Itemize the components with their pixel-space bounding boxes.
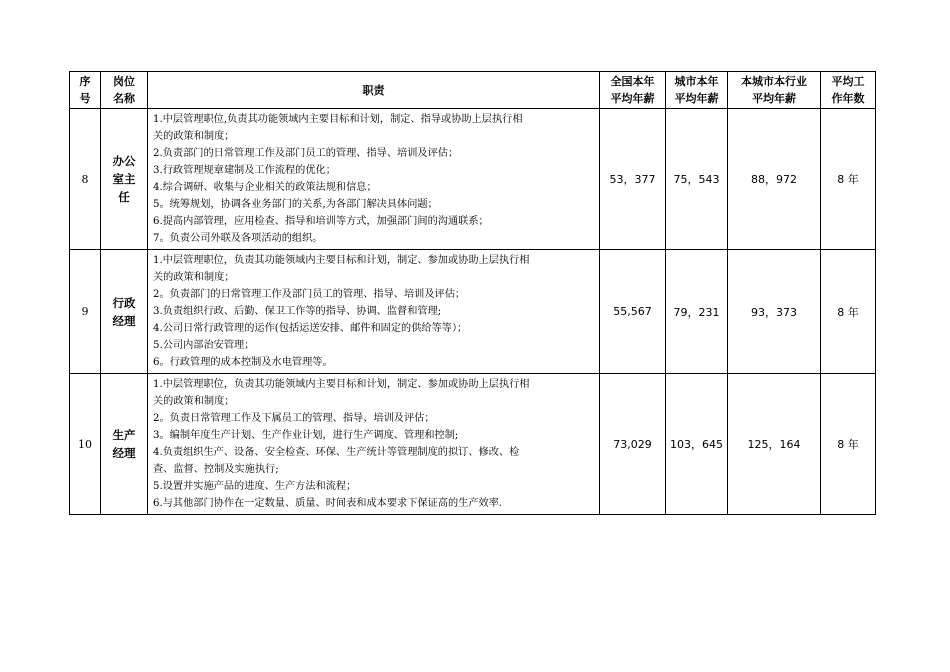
row-national-salary: 55,567 [600, 250, 666, 374]
row-position: 生产 经理 [101, 374, 148, 515]
row-national-salary: 53，377 [600, 109, 666, 250]
duty-line: 6.提高内部管理，应用检查、指导和培训等方式，加强部门间的沟通联系； [153, 216, 489, 227]
duty-line: 4.公司日常行政管理的运作(包括运送安排、邮件和固定的供给等等）； [153, 323, 468, 334]
row-city-salary: 75，543 [666, 109, 728, 250]
duty-line: 5。统筹规划，协调各业务部门的关系,为各部门解决具体问题； [153, 199, 438, 210]
header-duties: 职责 [148, 72, 600, 109]
duty-line: 关的政策和制度； [153, 272, 235, 283]
duty-line: 关的政策和制度； [153, 131, 235, 142]
header-city-salary: 城市本年 平均年薪 [666, 72, 728, 109]
table-row [70, 374, 876, 515]
row-duties [148, 109, 600, 250]
header-city-industry-salary: 本城市本行业 平均年薪 [728, 72, 821, 109]
row-avg-years: 8 年 [821, 109, 876, 250]
row-avg-years: 8 年 [821, 250, 876, 374]
duty-line: 2.负责部门的日常管理工作及部门员工的管理、指导、培训及评估； [153, 148, 459, 159]
row-duties [148, 374, 600, 515]
row-seq: 9 [70, 250, 101, 374]
row-city-industry-salary: 88，972 [728, 109, 821, 250]
row-city-salary: 79，231 [666, 250, 728, 374]
row-position: 办公 室主 任 [101, 109, 148, 250]
salary-table [69, 71, 876, 515]
row-national-salary: 73,029 [600, 374, 666, 515]
header-seq: 序 号 [70, 72, 101, 109]
duty-line: 4.综合调研、收集与企业相关的政策法规和信息； [153, 182, 377, 193]
row-seq: 8 [70, 109, 101, 250]
duty-line: 3。编制年度生产计划、生产作业计划，进行生产调度、管理和控制; [153, 430, 459, 441]
row-position: 行政 经理 [101, 250, 148, 374]
duty-line: 查、监督、控制及实施执行; [153, 464, 279, 475]
header-position: 岗位 名称 [101, 72, 148, 109]
header-avg-years: 平均工 作年数 [821, 72, 876, 109]
row-city-salary: 103，645 [666, 374, 728, 515]
duty-line: 4.负责组织生产、设备、安全检查、环保、生产统计等管理制度的拟订、修改、检 [153, 447, 520, 458]
row-duties [148, 250, 600, 374]
duty-line: 1.中层管理职位，负责其功能领域内主要目标和计划，制定、参加或协助上层执行相 [153, 255, 530, 266]
duty-line: 3.行政管理规章建制及工作流程的优化； [153, 165, 336, 176]
duty-line: 2。负责日常管理工作及下属员工的管理、指导、培训及评估； [153, 413, 435, 424]
duty-line: 6。行政管理的成本控制及水电管理等。 [153, 357, 333, 368]
row-seq: 10 [70, 374, 101, 515]
row-city-industry-salary: 125，164 [728, 374, 821, 515]
duty-line: 5.设置并实施产品的进度、生产方法和流程； [153, 481, 357, 492]
duty-line: 5.公司内部治安管理； [153, 340, 255, 351]
row-city-industry-salary: 93，373 [728, 250, 821, 374]
row-avg-years: 8 年 [821, 374, 876, 515]
duty-line: 7。负责公司外联及各项活动的组织。 [153, 233, 323, 244]
table-row [70, 250, 876, 374]
duty-line: 1.中层管理职位,负责其功能领域内主要目标和计划，制定、指导或协助上层执行相 [153, 114, 523, 125]
table-row [70, 109, 876, 250]
duty-line: 3.负责组织行政、后勤、保卫工作等的指导、协调、监督和管理; [153, 306, 442, 317]
duty-line: 1.中层管理职位，负责其功能领域内主要目标和计划，制定、参加或协助上层执行相 [153, 379, 530, 390]
duty-line: 关的政策和制度； [153, 396, 235, 407]
duty-line: 2。负责部门的日常管理工作及部门员工的管理、指导、培训及评估； [153, 289, 466, 300]
header-national-salary: 全国本年 平均年薪 [600, 72, 666, 109]
header-row [70, 72, 876, 109]
duty-line: 6.与其他部门协作在一定数量、质量、时间表和成本要求下保证高的生产效率. [153, 498, 503, 509]
